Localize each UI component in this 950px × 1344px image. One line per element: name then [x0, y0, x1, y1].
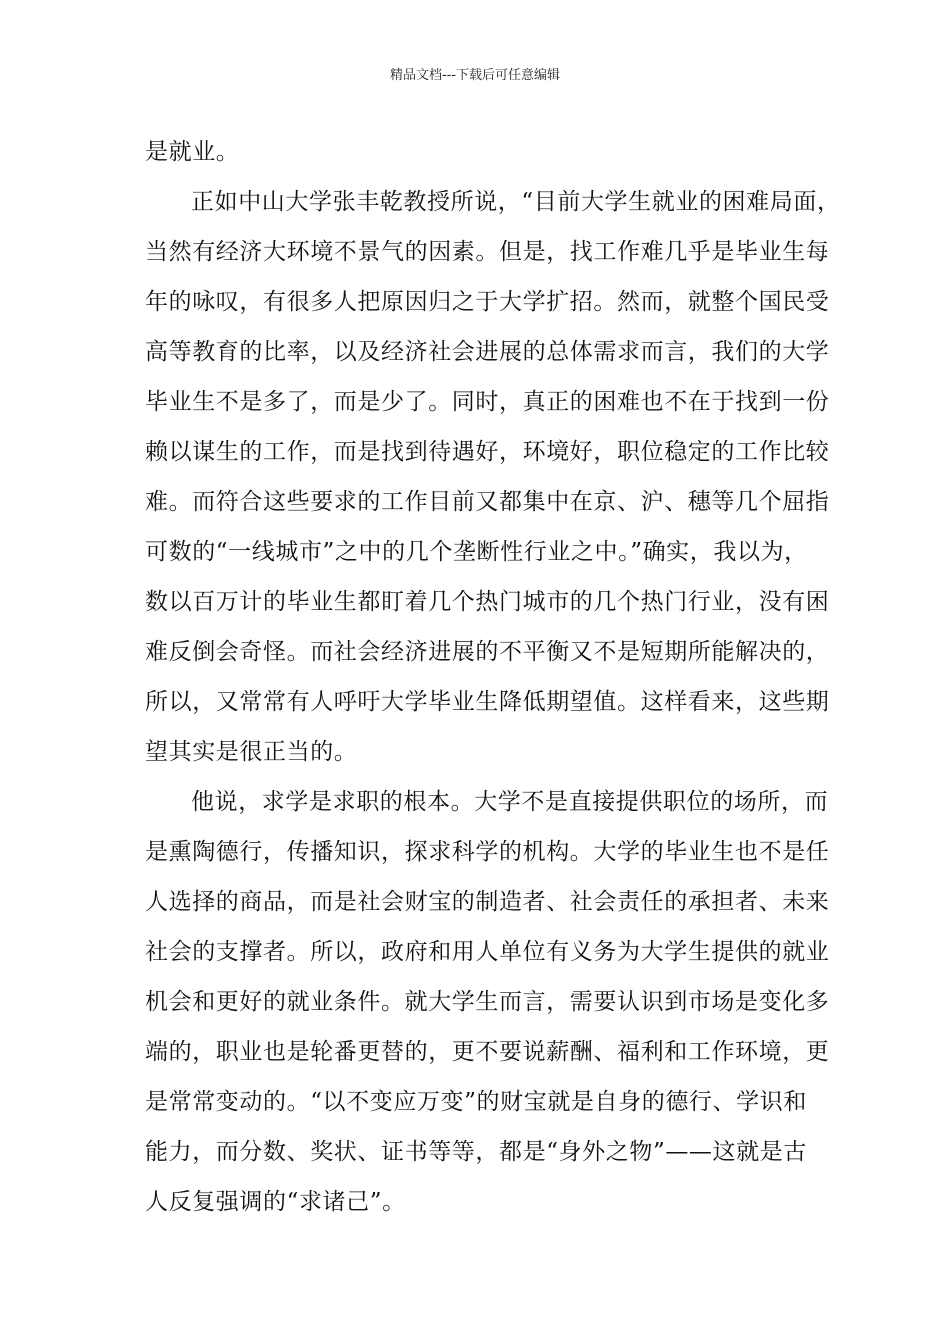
paragraph-3-line-6: 端的，职业也是轮番更替的，更不要说薪酬、福利和工作环境，更: [145, 1039, 830, 1065]
paragraph-2-line-12: 望其实是很正当的。: [145, 739, 358, 765]
paragraph-2-line-5: 毕业生不是多了，而是少了。同时，真正的困难也不在于找到一份: [145, 389, 830, 415]
paragraph-2-line-9: 数以百万计的毕业生都盯着几个热门城市的几个热门行业，没有困: [145, 589, 830, 615]
paragraph-3-line-2: 是熏陶德行，传播知识，探求科学的机构。大学的毕业生也不是任: [145, 839, 830, 865]
paragraph-2-line-7: 难。而符合这些要求的工作目前又都集中在京、沪、穗等几个屈指: [145, 489, 830, 515]
paragraph-2-line-6: 赖以谋生的工作，而是找到待遇好，环境好，职位稳定的工作比较: [145, 439, 830, 465]
paragraph-2-line-10: 难反倒会奇怪。而社会经济进展的不平衡又不是短期所能解决的，: [145, 639, 830, 665]
paragraph-2-line-4: 高等教育的比率，以及经济社会进展的总体需求而言，我们的大学: [145, 339, 830, 365]
paragraph-1-line-1: 是就业。: [145, 139, 240, 165]
paragraph-3-line-1: 他说，求学是求职的根本。大学不是直接提供职位的场所，而: [191, 789, 829, 815]
paragraph-3-line-5: 机会和更好的就业条件。就大学生而言，需要认识到市场是变化多: [145, 989, 830, 1015]
document-body: [145, 127, 841, 1227]
paragraph-2-line-11: 所以，又常常有人呼吁大学毕业生降低期望值。这样看来，这些期: [145, 689, 830, 715]
paragraph-2-line-1: 正如中山大学张丰乾教授所说，“目前大学生就业的困难局面，: [191, 189, 841, 215]
paragraph-3-line-3: 人选择的商品，而是社会财宝的制造者、社会责任的承担者、未来: [145, 889, 830, 915]
paragraph-2-line-3: 年的咏叹，有很多人把原因归之于大学扩招。然而，就整个国民受: [145, 289, 830, 315]
page-header: 精品文档---下载后可任意编辑: [389, 68, 561, 83]
paragraph-3-line-8: 能力，而分数、奖状、证书等等，都是“身外之物”——这就是古: [145, 1139, 807, 1165]
paragraph-3-line-4: 社会的支撑者。所以，政府和用人单位有义务为大学生提供的就业: [145, 939, 830, 965]
paragraph-3-line-9: 人反复强调的“求诸己”。: [145, 1189, 406, 1215]
paragraph-2-line-8: 可数的“一线城市”之中的几个垄断性行业之中。”确实，我以为，: [145, 539, 808, 565]
paragraph-3-line-7: 是常常变动的。“以不变应万变”的财宝就是自身的德行、学识和: [145, 1089, 807, 1115]
paragraph-2-line-2: 当然有经济大环境不景气的因素。但是，找工作难几乎是毕业生每: [145, 239, 830, 265]
